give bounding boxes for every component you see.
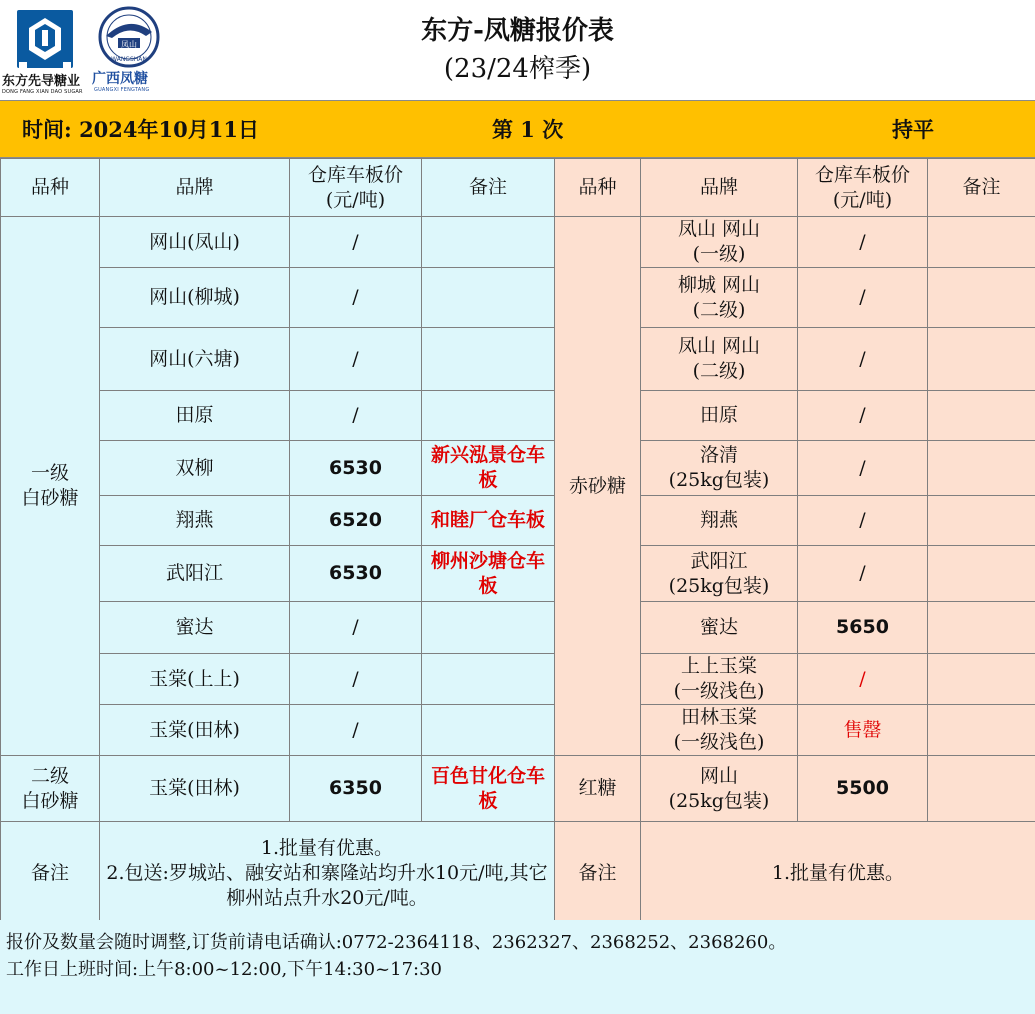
right-brand-cell: 上上玉棠 (一级浅色) (641, 654, 798, 705)
right-remark-cell (928, 441, 1035, 496)
right-variety-header: 品种 (555, 159, 641, 217)
right-remark-cell (928, 328, 1035, 391)
left-price-cell: 6530 (290, 441, 422, 496)
table-row (1, 441, 1035, 496)
right-remark-header: 备注 (928, 159, 1035, 217)
left-brand-cell: 翔燕 (100, 496, 290, 546)
right-remark-cell (928, 705, 1035, 756)
right-brand-header: 品牌 (641, 159, 798, 217)
fengtang-logo-badge: 凤山 (121, 40, 137, 49)
left-remark-cell: 新兴泓景仓车板 (422, 441, 555, 496)
variety-brown-sugar-red: 赤砂糖 (555, 217, 641, 756)
left-price-cell: / (290, 602, 422, 654)
table-row (1, 391, 1035, 441)
right-price-cell: 5650 (798, 602, 928, 654)
table-row (1, 268, 1035, 328)
fengtang-logo-ring-text: WANGSHAN (111, 56, 147, 63)
left-price-cell: / (290, 654, 422, 705)
left-notes-label: 备注 (1, 822, 100, 925)
right-remark-cell (928, 496, 1035, 546)
price-header-line1: 仓库车板价 (307, 163, 403, 186)
left-remark-cell (422, 602, 555, 654)
left-brand-cell: 玉棠(上上) (100, 654, 290, 705)
footer (0, 920, 1035, 1014)
left-remark-cell (422, 391, 555, 441)
left-price-cell: / (290, 328, 422, 391)
left-brand-cell: 双柳 (100, 441, 290, 496)
right-price-cell: / (798, 546, 928, 602)
table-row (1, 705, 1035, 756)
left-note-2: 2.包送:罗城站、融安站和寨隆站均升水10元/吨,其它柳州站点升水20元/吨。 (106, 861, 548, 909)
left-price-cell: 6530 (290, 546, 422, 602)
page-subtitle: (23/24榨季) (443, 54, 592, 84)
left-remark-cell (422, 217, 555, 268)
fengtang-logo-subcaption: GUANGXI FENGTANG (94, 87, 150, 93)
left-price-cell: / (290, 391, 422, 441)
table-row (1, 602, 1035, 654)
right-brand-cell: 网山 (25kg包装) (641, 756, 798, 822)
right-remark-cell (928, 546, 1035, 602)
right-brand-cell: 田原 (641, 391, 798, 441)
right-notes (641, 822, 1035, 925)
left-price-cell: / (290, 217, 422, 268)
right-price-cell: / (798, 496, 928, 546)
right-brand-cell: 凤山 网山 (一级) (641, 217, 798, 268)
left-note-1: 1.批量有优惠。 (260, 836, 394, 859)
right-brand-cell: 武阳江 (25kg包装) (641, 546, 798, 602)
right-note-1: 1.批量有优惠。 (771, 861, 905, 884)
table-row (1, 654, 1035, 705)
left-price-header (290, 159, 422, 217)
variety-brown-sugar: 红糖 (555, 756, 641, 822)
right-brand-cell: 柳城 网山 (二级) (641, 268, 798, 328)
table-row (1, 756, 1035, 822)
right-remark-cell (928, 391, 1035, 441)
right-price-header (798, 159, 928, 217)
right-price-cell: / (798, 268, 928, 328)
left-notes (100, 822, 555, 925)
footer-contact: 报价及数量会随时调整,订货前请电话确认:0772-2364118、2362327、2368252、2368260。 (6, 932, 787, 953)
left-remark-cell: 柳州沙塘仓车板 (422, 546, 555, 602)
right-price-cell: 5500 (798, 756, 928, 822)
dongfang-logo-subcaption: DONG FANG XIAN DAO SUGAR (2, 89, 83, 95)
footer-hours: 工作日上班时间:上午8:00~12:00,下午14:30~17:30 (6, 959, 442, 980)
header (0, 0, 1035, 100)
left-brand-cell: 蜜达 (100, 602, 290, 654)
left-remark-cell: 和睦厂仓车板 (422, 496, 555, 546)
left-variety-header: 品种 (1, 159, 100, 217)
left-remark-cell (422, 654, 555, 705)
right-brand-cell: 翔燕 (641, 496, 798, 546)
right-brand-cell: 蜜达 (641, 602, 798, 654)
right-price-cell: / (798, 391, 928, 441)
variety-first-grade-white: 一级 白砂糖 (1, 217, 100, 756)
left-price-cell: / (290, 705, 422, 756)
table-row (1, 496, 1035, 546)
right-remark-cell (928, 602, 1035, 654)
left-brand-cell: 网山(凤山) (100, 217, 290, 268)
left-brand-cell: 网山(六塘) (100, 328, 290, 391)
left-brand-cell: 田原 (100, 391, 290, 441)
left-price-cell: 6520 (290, 496, 422, 546)
table-row (1, 328, 1035, 391)
left-brand-cell: 网山(柳城) (100, 268, 290, 328)
right-remark-cell (928, 268, 1035, 328)
right-price-cell: / (798, 654, 928, 705)
right-price-cell: / (798, 217, 928, 268)
price-header-line2: (元/吨) (325, 188, 386, 211)
price-header-line1: 仓库车板价 (814, 163, 910, 186)
left-brand-header: 品牌 (100, 159, 290, 217)
right-brand-cell: 洛清 (25kg包装) (641, 441, 798, 496)
dongfang-logo-caption: 东方先导糖业 (2, 74, 81, 89)
header-row (1, 159, 1035, 217)
left-brand-cell: 玉棠(田林) (100, 756, 290, 822)
right-brand-cell: 凤山 网山 (二级) (641, 328, 798, 391)
left-remark-cell (422, 268, 555, 328)
right-notes-label: 备注 (555, 822, 641, 925)
table-row (1, 217, 1035, 268)
price-status: 持平 (892, 117, 934, 142)
right-brand-cell: 田林玉棠 (一级浅色) (641, 705, 798, 756)
fengtang-logo-caption: 广西凤糖 (92, 71, 148, 87)
page-title: 东方-凤糖报价表 (421, 16, 614, 46)
price-table (0, 158, 1035, 925)
info-bar (0, 100, 1035, 158)
right-price-cell: / (798, 441, 928, 496)
price-header-line2: (元/吨) (832, 188, 893, 211)
left-remark-cell (422, 328, 555, 391)
left-price-cell: / (290, 268, 422, 328)
left-remark-header: 备注 (422, 159, 555, 217)
quote-count: 第 1 次 (492, 117, 564, 142)
right-remark-cell (928, 217, 1035, 268)
left-brand-cell: 武阳江 (100, 546, 290, 602)
right-price-cell: / (798, 328, 928, 391)
left-brand-cell: 玉棠(田林) (100, 705, 290, 756)
right-price-cell: 售罄 (798, 705, 928, 756)
left-price-cell: 6350 (290, 756, 422, 822)
right-remark-cell (928, 654, 1035, 705)
table-row (1, 546, 1035, 602)
quote-date: 时间: 2024年10月11日 (22, 117, 259, 142)
variety-second-grade-white: 二级 白砂糖 (1, 756, 100, 822)
left-remark-cell (422, 705, 555, 756)
right-remark-cell (928, 756, 1035, 822)
left-remark-cell: 百色甘化仓车板 (422, 756, 555, 822)
notes-row (1, 822, 1035, 925)
